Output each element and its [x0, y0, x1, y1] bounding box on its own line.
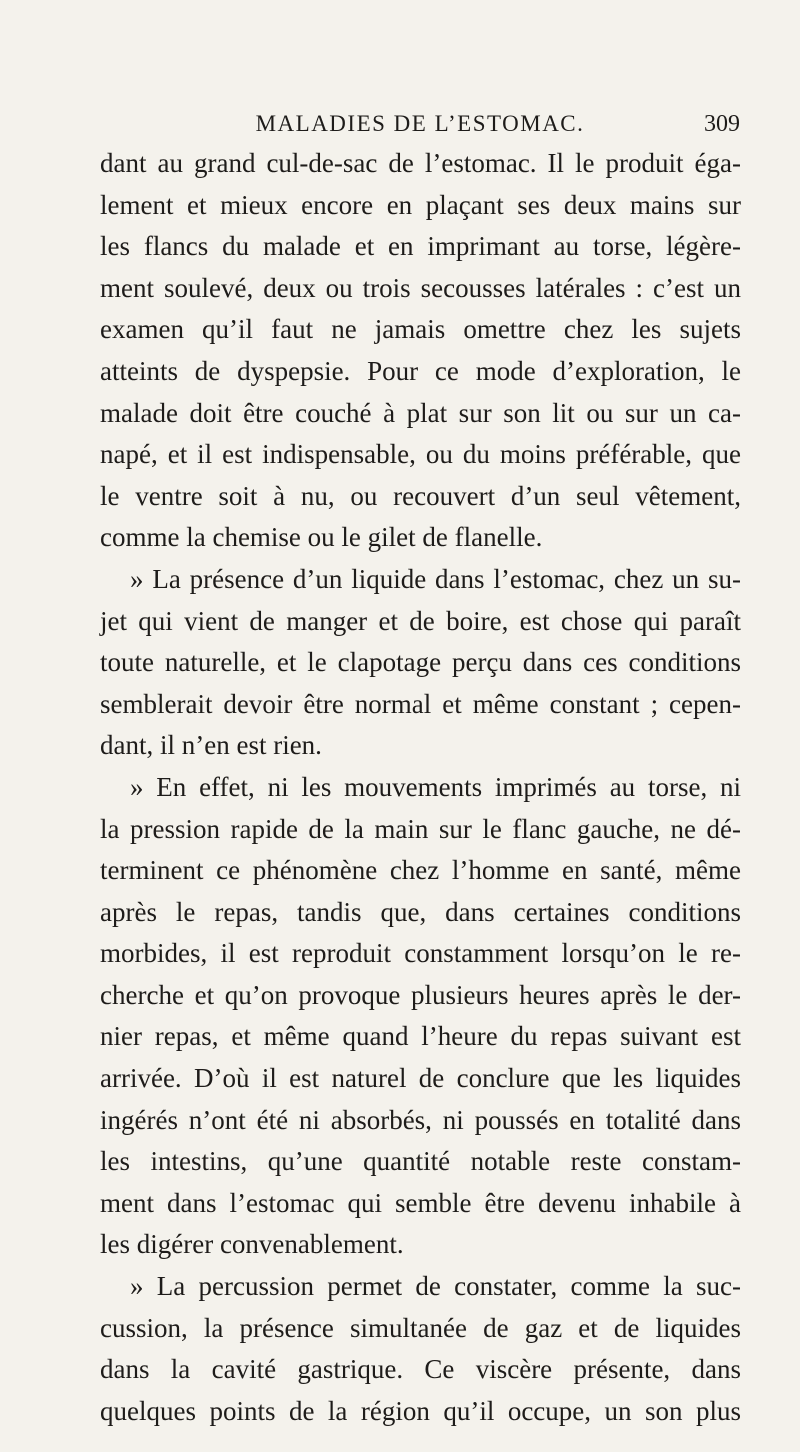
text-line: comme la chemise ou le gilet de flanelle.	[100, 522, 543, 553]
text-line: arrivée. D’où il est naturel de conclure que les liquides	[100, 1063, 741, 1094]
text-line: morbides, il est reproduit constamment lorsqu’on le re-	[100, 938, 741, 969]
text-line: les intestins, qu’une quantité notable reste constam-	[100, 1146, 741, 1177]
running-head	[100, 106, 740, 142]
text-line: terminent ce phénomène chez l’homme en santé, même	[100, 855, 741, 886]
text-line: ment dans l’estomac qui semble être devenu inhabile à	[100, 1187, 741, 1218]
text-line: dant, il n’en est rien.	[100, 730, 322, 761]
text-line: les digérer convenablement.	[100, 1229, 404, 1260]
text-line: atteints de dyspepsie. Pour ce mode d’exploration, le	[100, 355, 741, 386]
text-line: le ventre soit à nu, ou recouvert d’un seul vêtement,	[100, 480, 741, 511]
text-line: dant au grand cul-de-sac de l’estomac. Il le produit éga-	[100, 148, 741, 178]
body-text	[100, 143, 741, 1432]
text-line: cherche et qu’on provoque plusieurs heures après le der-	[100, 979, 741, 1010]
page-number: 309	[704, 111, 740, 137]
text-line: » En effet, ni les mouvements imprimés au torse, ni	[130, 771, 741, 802]
text-line: lement et mieux encore en plaçant ses deux mains sur	[100, 189, 741, 220]
text-line: napé, et il est indispensable, ou du moins préférable, que	[100, 439, 741, 470]
text-line: » La percussion permet de constater, comme la suc-	[130, 1271, 741, 1302]
text-line: examen qu’il faut ne jamais omettre chez les sujets	[100, 314, 741, 345]
text-line: quelques points de la région qu’il occupe, un son plus	[100, 1395, 741, 1426]
text-line: malade doit être couché à plat sur son lit ou sur un ca-	[100, 397, 741, 428]
text-line: » La présence d’un liquide dans l’estomac, chez un su-	[130, 563, 741, 594]
text-line: nier repas, et même quand l’heure du repas suivant est	[100, 1021, 741, 1052]
text-line: après le repas, tandis que, dans certaines conditions	[100, 896, 741, 927]
text-line: les flancs du malade et en imprimant au torse, légère-	[100, 231, 741, 262]
text-line: la pression rapide de la main sur le flanc gauche, ne dé-	[100, 813, 741, 844]
running-title: MALADIES DE L’ESTOMAC.	[255, 111, 585, 136]
text-line: toute naturelle, et le clapotage perçu dans ces conditions	[100, 647, 741, 678]
text-line: dans la cavité gastrique. Ce viscère présente, dans	[100, 1354, 741, 1385]
text-line: ingérés n’ont été ni absorbés, ni poussés en totalité dans	[100, 1104, 741, 1135]
text-line: semblerait devoir être normal et même constant ; cepen-	[100, 688, 741, 719]
text-line: ment soulevé, deux ou trois secousses latérales : c’est un	[100, 272, 741, 303]
text-line: jet qui vient de manger et de boire, est chose qui paraît	[100, 605, 741, 636]
text-line: cussion, la présence simultanée de gaz et de liquides	[100, 1312, 741, 1343]
